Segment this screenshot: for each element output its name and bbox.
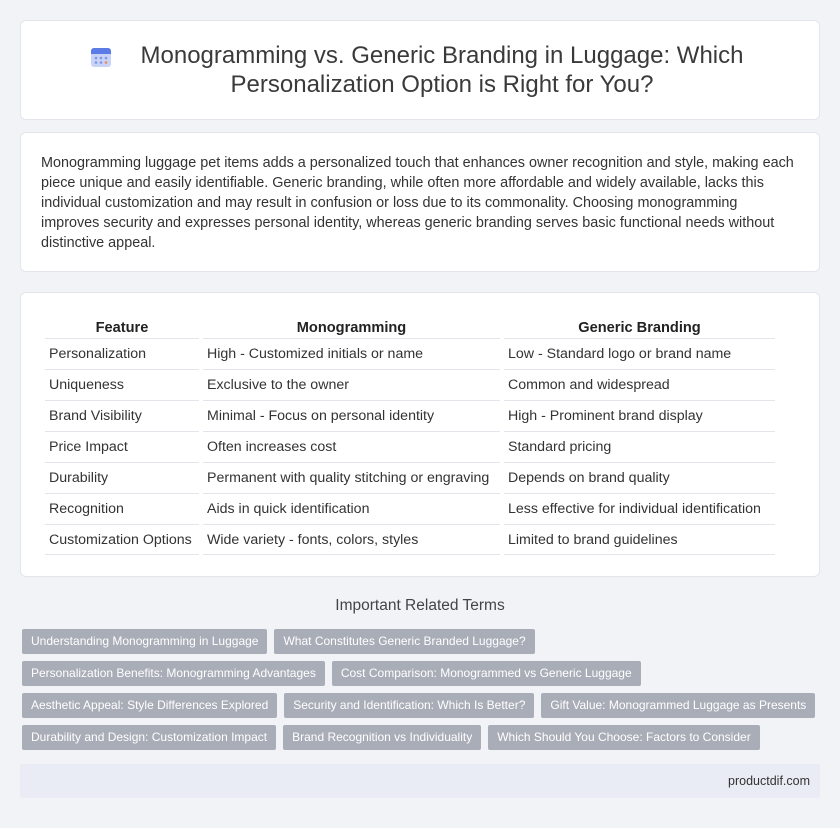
table-cell: High - Prominent brand display	[504, 400, 775, 431]
table-cell: Personalization	[45, 338, 199, 369]
related-term-link[interactable]: Durability and Design: Customization Impact	[22, 725, 276, 750]
header-monogramming: Monogramming	[296, 320, 407, 336]
table-row	[45, 462, 775, 493]
table-cell: High - Customized initials or name	[203, 338, 500, 369]
table-cell: Low - Standard logo or brand name	[504, 338, 775, 369]
table-cell: Customization Options	[45, 524, 199, 555]
related-terms-list	[22, 629, 822, 757]
header-feature: Feature	[95, 320, 149, 336]
table-header-row	[45, 315, 775, 338]
table-row	[45, 400, 775, 431]
related-term-link[interactable]: Personalization Benefits: Monogramming Advantages	[22, 661, 325, 686]
comparison-table-card	[20, 292, 820, 577]
footer	[20, 764, 820, 798]
table-cell: Standard pricing	[504, 431, 775, 462]
table-row	[45, 338, 775, 369]
table-cell: Price Impact	[45, 431, 199, 462]
table-cell: Wide variety - fonts, colors, styles	[203, 524, 500, 555]
table-cell: Durability	[45, 462, 199, 493]
related-term-link[interactable]: Which Should You Choose: Factors to Consider	[488, 725, 759, 750]
table-cell: Uniqueness	[45, 369, 199, 400]
table-cell: Limited to brand guidelines	[504, 524, 775, 555]
comparison-table	[41, 315, 779, 555]
table-row	[45, 431, 775, 462]
table-cell: Brand Visibility	[45, 400, 199, 431]
tag-row	[22, 725, 822, 750]
table-cell: Depends on brand quality	[504, 462, 775, 493]
header-card	[20, 20, 820, 120]
table-cell: Permanent with quality stitching or engraving	[203, 462, 500, 493]
page-title: Monogramming vs. Generic Branding in Luggage: Which Personalization Option is Right for You?	[140, 42, 744, 98]
table-cell: Recognition	[45, 493, 199, 524]
related-term-link[interactable]: Gift Value: Monogrammed Luggage as Presents	[541, 693, 815, 718]
table-cell: Common and widespread	[504, 369, 775, 400]
table-row	[45, 369, 775, 400]
table-cell: Often increases cost	[203, 431, 500, 462]
related-term-link[interactable]: Cost Comparison: Monogrammed vs Generic Luggage	[332, 661, 641, 686]
related-term-link[interactable]: What Constitutes Generic Branded Luggage?	[274, 629, 534, 654]
tag-row	[22, 629, 822, 654]
calendar-icon	[90, 46, 112, 68]
table-row	[45, 524, 775, 555]
tag-row	[22, 693, 822, 718]
tag-row	[22, 661, 822, 686]
intro-paragraph: Monogramming luggage pet items adds a personalized touch that enhances owner recognition and style, making each piece unique and easily identifiable. Generic branding, while often more affordable and widely available, lacks this individual customization and may result in confusion or loss due to its commonality. Choosing monogramming improves security and expresses personal identity, whereas generic branding serves basic functional needs without distinctive appeal.	[41, 155, 794, 251]
table-cell: Aids in quick identification	[203, 493, 500, 524]
related-term-link[interactable]: Security and Identification: Which Is Better?	[284, 693, 534, 718]
related-term-link[interactable]: Understanding Monogramming in Luggage	[22, 629, 267, 654]
header-generic-branding: Generic Branding	[578, 320, 701, 336]
related-term-link[interactable]: Brand Recognition vs Individuality	[283, 725, 481, 750]
table-cell: Less effective for individual identification	[504, 493, 775, 524]
related-term-link[interactable]: Aesthetic Appeal: Style Differences Explored	[22, 693, 277, 718]
intro-card	[20, 132, 820, 272]
table-row	[45, 493, 775, 524]
table-cell: Exclusive to the owner	[203, 369, 500, 400]
footer-site-name: productdif.com	[728, 774, 810, 788]
table-cell: Minimal - Focus on personal identity	[203, 400, 500, 431]
related-terms-title: Important Related Terms	[335, 597, 505, 614]
